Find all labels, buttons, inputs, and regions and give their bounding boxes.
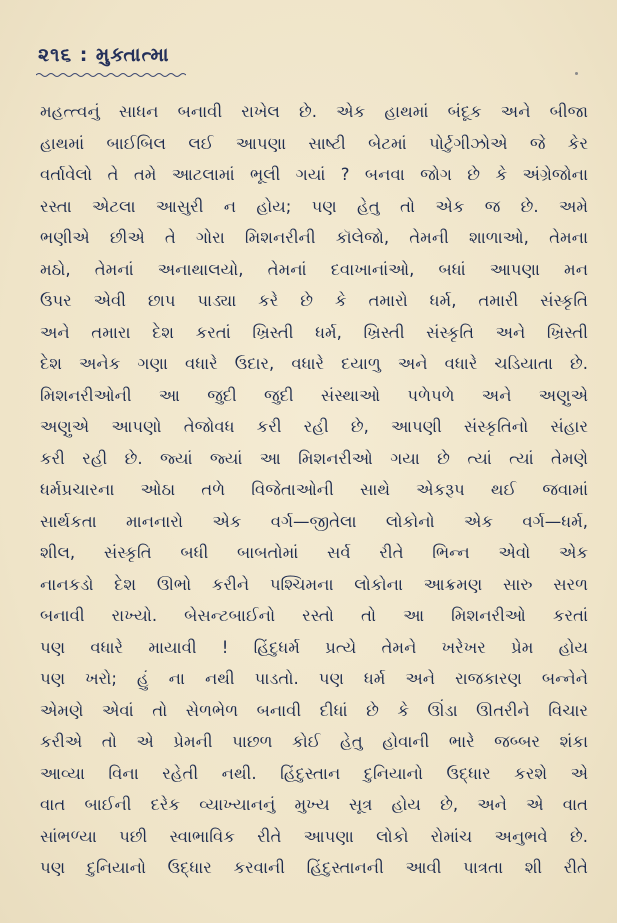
text-line: હાથમાં બાઈબિલ લઈ આપણા સાષ્ટી બેટમાં પોર્ટુગીઝોએ જે કેર	[40, 133, 588, 153]
page-speck	[575, 72, 578, 75]
text-line: સાર્થકતા માનનારો એક વર્ગ—જીતેલા લોકોનો એક વર્ગ—ધર્મ,	[40, 511, 588, 531]
text-line: મઠો, તેમનાં અનાથાલયો, તેમનાં દવાખાનાંઓ, બધાં આપણા મન	[40, 259, 588, 279]
text-line: સાંભળ્યા પછી સ્વાભાવિક રીતે આપણા લોકો રોમાંચ અનુભવે છે.	[40, 826, 588, 846]
text-line: ઉપર એવી છાપ પાડ્યા કરે છે કે તમારો ધર્મ, તમારી સંસ્કૃતિ	[40, 291, 588, 310]
text-line: અને તમારા દેશ કરતાં ખ્રિસ્તી ધર્મ, ખ્રિસ્તી સંસ્કૃતિ અને ખ્રિસ્તી	[40, 322, 588, 342]
text-line: કરી રહી છે. જ્યાં જ્યાં આ મિશનરીઓ ગયા છે ત્યાં ત્યાં તેમણે	[40, 448, 588, 468]
text-line: બનાવી રાખ્યો. બેસન્ટબાઈનો રસ્તો તો આ મિશનરીઓ કરતાં	[40, 606, 588, 625]
text-line: રસ્તા એટલા આસુરી ન હોય; પણ હેતુ તો એક જ છે. અમે	[40, 196, 588, 216]
text-line: નાનકડો દેશ ઊભો કરીને પશ્ચિમના લોકોના આક્રમણ સારુ સરળ	[40, 574, 588, 594]
text-line: મિશનરીઓની આ જુદી જુદી સંસ્થાઓ પળેપળે અને અણુએ	[40, 385, 588, 405]
text-line: ભણીએ છીએ તે ગોરા મિશનરીની કૉલેજો, તેમની શાળાઓ, તેમના	[40, 228, 588, 247]
text-line: મહત્ત્વનું સાધન બનાવી રાખેલ છે. એક હાથમાં બંદૂક અને બીજા	[40, 102, 588, 121]
text-line: અણુએ આપણો તેજોવધ કરી રહી છે, આપણી સંસ્કૃતિનો સંહાર	[40, 417, 588, 436]
text-line: વર્તાવેલો તે તમે આટલામાં ભૂલી ગયાં ? બનવા જોગ છે કે અંગ્રેજોના	[40, 165, 588, 184]
text-line: શીલ, સંસ્કૃતિ બધી બાબતોમાં સર્વ રીતે ભિન્ન એવો એક	[40, 543, 588, 562]
text-line: વાત બાઈની દરેક વ્યાખ્યાનનું મુખ્ય સૂત્ર હોય છે, અને એ વાત	[40, 795, 588, 814]
text-line: ધર્મપ્રચારના ઓઠા તળે વિજેતાઓની સાથે એકરૂપ થઈ જવામાં	[40, 480, 588, 499]
text-line: આવ્યા વિના રહેતી નથી. હિંદુસ્તાન દુનિયાનો ઉદ્ધાર કરશે એ	[40, 763, 588, 783]
running-head: ૨૧૬ : મુક્તાત્મા	[38, 44, 170, 66]
text-line: પણ દુનિયાનો ઉદ્ધાર કરવાની હિંદુસ્તાનની આવી પાત્રતા શી રીતે	[40, 858, 588, 877]
header-underline-rule	[36, 72, 186, 78]
text-line: એમણે એવાં તો સેળભેળ બનાવી દીધાં છે કે ઊંડા ઊતરીને વિચાર	[40, 700, 588, 720]
text-line: પણ ખરો; હું ના નથી પાડતો. પણ ધર્મ અને રાજકારણ બન્નેને	[40, 669, 588, 688]
text-line: કરીએ તો એ પ્રેમની પાછળ કોઈ હેતુ હોવાની ભારે જબ્બર શંકા	[40, 732, 588, 751]
body-paragraph	[40, 96, 588, 884]
text-line: દેશ અનેક ગણા વધારે ઉદાર, વધારે દયાળુ અને વધારે ચડિયાતા છે.	[40, 354, 588, 373]
text-line: પણ વધારે માયાવી ! હિંદુધર્મ પ્રત્યે તેમને ખરેખર પ્રેમ હોય	[40, 637, 588, 657]
